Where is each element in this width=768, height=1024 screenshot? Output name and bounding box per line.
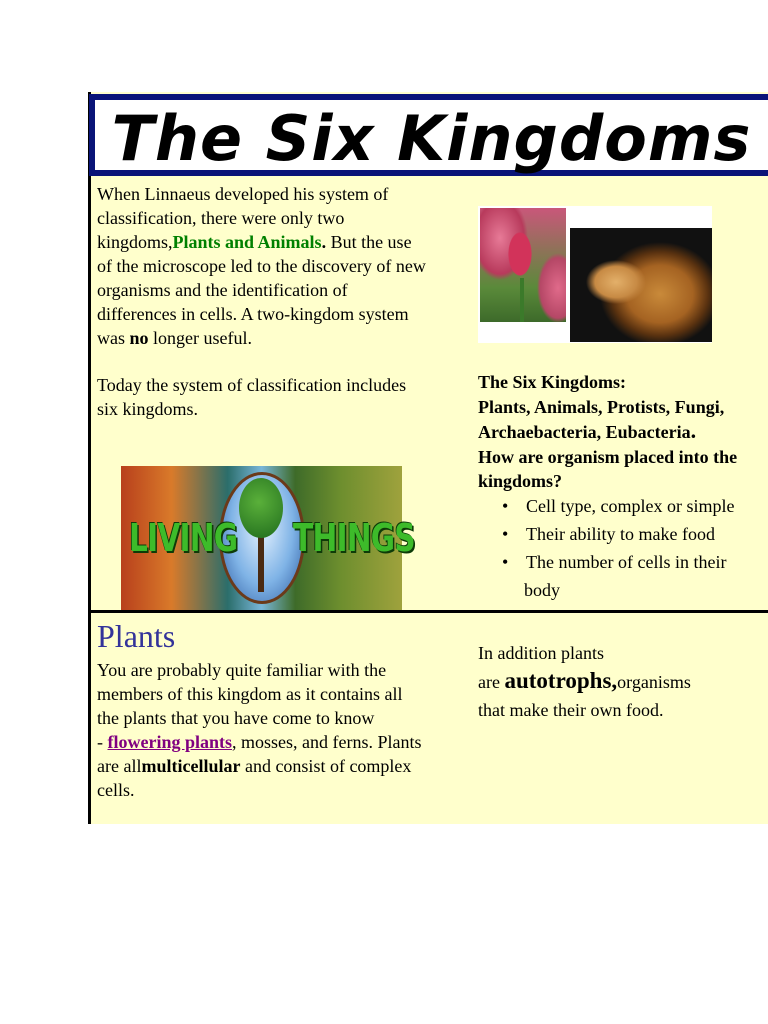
list-item: • The number of cells in their xyxy=(498,548,768,576)
kingdoms-list-line xyxy=(478,419,768,445)
six-kingdoms-summary xyxy=(478,370,768,494)
intro-text: longer useful. xyxy=(148,328,252,348)
autotrophs-emphasis: autotrophs, xyxy=(504,668,618,693)
intro-line: organisms and the identification of xyxy=(97,280,348,300)
list-item-continuation: body xyxy=(524,580,560,600)
lion-photo xyxy=(570,228,712,342)
criteria-list xyxy=(498,492,768,604)
intro-paragraph xyxy=(97,182,477,350)
plants-paragraph xyxy=(97,658,477,802)
no-emphasis: no xyxy=(129,328,149,348)
list-item: • Cell type, complex or simple xyxy=(498,492,768,520)
kingdoms-list-period: . xyxy=(690,418,697,443)
intro-text: But the use xyxy=(326,232,412,252)
addition-line: In addition plants xyxy=(478,643,604,663)
section-divider xyxy=(88,610,768,613)
things-word: THINGS xyxy=(293,516,415,560)
addition-line xyxy=(478,667,768,696)
intro-period: . xyxy=(321,232,327,252)
plants-line: You are probably quite familiar with the xyxy=(97,660,387,680)
kingdoms-list-line: Plants, Animals, Protists, Fungi, xyxy=(478,396,725,417)
multicellular-emphasis: multicellular xyxy=(141,756,241,776)
flowering-plants-link[interactable]: flowering plants xyxy=(107,732,233,752)
tulip-lion-image xyxy=(478,206,712,343)
today-line: six kingdoms. xyxy=(97,399,199,419)
today-line: Today the system of classification includes xyxy=(97,375,407,395)
plants-text: are all xyxy=(97,756,142,776)
kingdoms-question: How are organism placed into the xyxy=(478,446,738,467)
tulip-photo xyxy=(480,208,566,322)
list-item: • Their ability to make food xyxy=(498,520,768,548)
today-paragraph xyxy=(97,373,477,421)
intro-line xyxy=(97,326,477,350)
plants-line: the plants that you have come to know xyxy=(97,708,375,728)
plants-heading: Plants xyxy=(97,618,176,654)
plants-text: - xyxy=(97,732,108,752)
plants-and-animals-highlight: Plants and Animals xyxy=(172,232,322,252)
plants-text: and consist of complex xyxy=(240,756,412,776)
addition-line: that make their own food. xyxy=(478,700,664,720)
tree-icon xyxy=(239,478,283,538)
plants-line: members of this kingdom as it contains all xyxy=(97,684,403,704)
page-title: The Six Kingdoms xyxy=(111,102,752,175)
kingdoms-heading: The Six Kingdoms: xyxy=(478,372,627,392)
plants-line xyxy=(97,754,477,778)
intro-line: of the microscope led to the discovery of new xyxy=(97,256,426,276)
intro-line xyxy=(97,230,477,254)
intro-line: classification, there were only two xyxy=(97,208,345,228)
kingdoms-list-text: Archaebacteria, Eubacteria xyxy=(478,422,691,442)
living-things-image xyxy=(121,466,415,612)
kingdoms-question: kingdoms? xyxy=(478,471,563,491)
addition-paragraph xyxy=(478,639,768,724)
living-word: LIVING xyxy=(129,516,238,560)
intro-text: was xyxy=(97,328,130,348)
title-box xyxy=(89,94,768,176)
addition-text: organisms xyxy=(617,672,691,692)
left-rule xyxy=(88,92,91,824)
intro-line: When Linnaeus developed his system of xyxy=(97,184,389,204)
tree-trunk xyxy=(258,536,264,592)
plants-text: , mosses, and ferns. Plants xyxy=(232,732,422,752)
intro-line: differences in cells. A two-kingdom system xyxy=(97,304,409,324)
plants-line: cells. xyxy=(97,780,135,800)
addition-text: are xyxy=(478,672,505,692)
intro-text: kingdoms, xyxy=(97,232,173,252)
plants-line xyxy=(97,730,477,754)
